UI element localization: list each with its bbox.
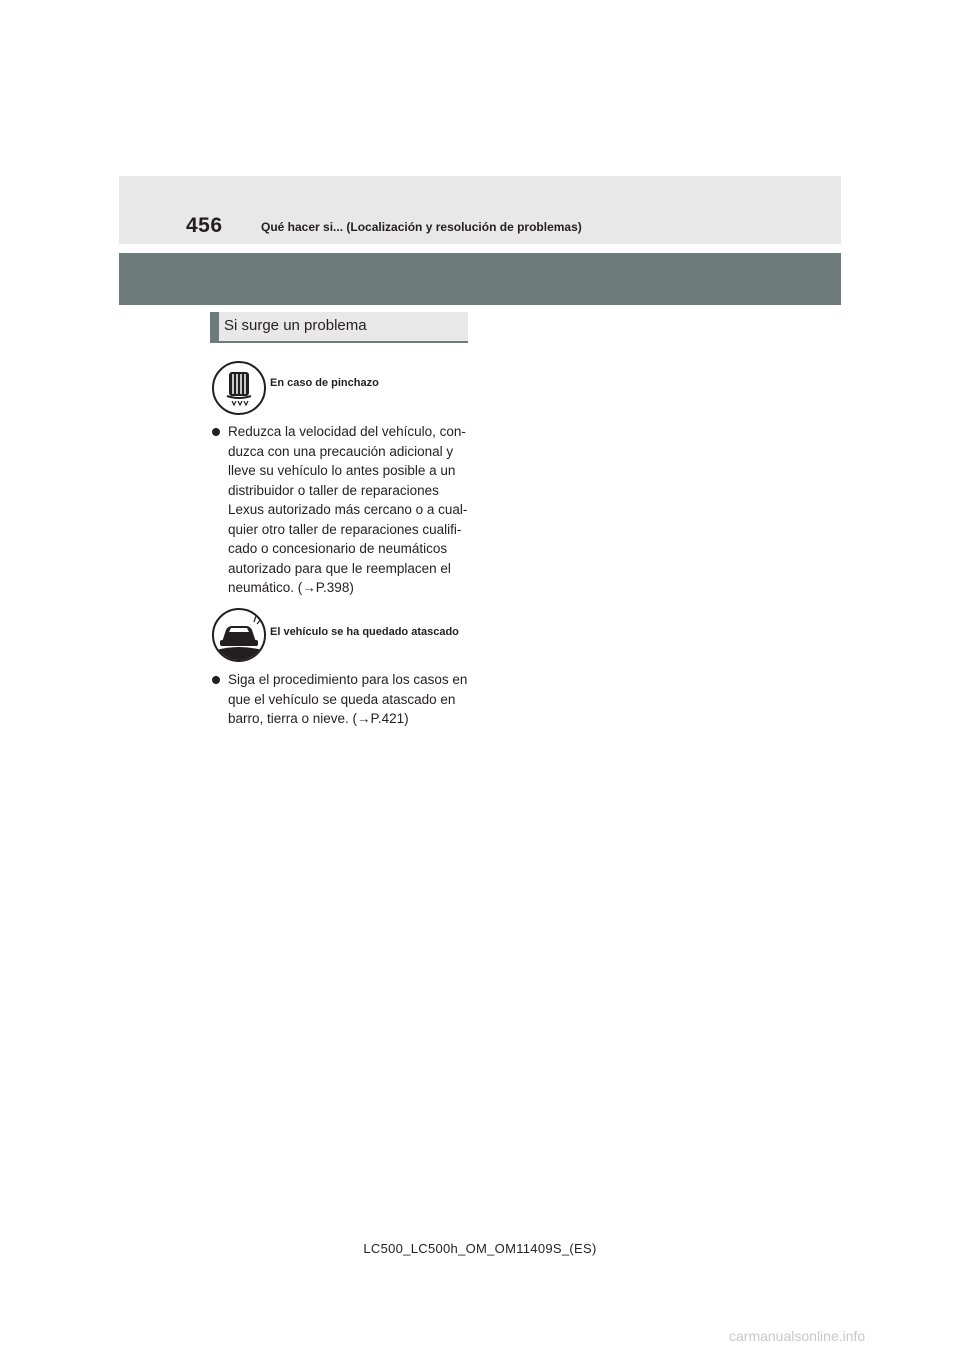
document-code: LC500_LC500h_OM_OM11409S_(ES) <box>363 1241 597 1256</box>
item-heading-stuck-vehicle: El vehículo se ha quedado atascado <box>270 626 459 638</box>
chapter-band <box>119 253 841 305</box>
bullet-icon <box>212 676 220 684</box>
section-title: Si surge un problema <box>224 317 367 334</box>
stuck-vehicle-icon <box>212 608 266 662</box>
section-header <box>210 312 468 343</box>
chapter-title: Qué hacer si... (Localización y resolución de problemas) <box>261 220 582 234</box>
page-number: 456 <box>186 214 223 237</box>
item-heading-flat-tire: En caso de pinchazo <box>270 377 379 389</box>
flat-tire-icon <box>212 361 266 415</box>
bullet-icon <box>212 428 220 436</box>
list-item-text: Siga el procedimiento para los casos en que el vehículo se queda atascado en barro, tierra o nieve. (→P.421) <box>228 672 468 726</box>
section-accent-bar <box>210 312 219 341</box>
watermark: carmanualsonline.info <box>729 1328 866 1344</box>
list-item-text: Reduzca la velocidad del vehículo, con- duzca con una precaución adicional y lleve su vehículo lo antes posible a un distribuidor o taller de reparaciones Lexus autorizado más cercano o a cual- quier otro taller de reparaciones cualifi- cado o concesionario de neumáticos autorizado para que le reemplacen el neumático. (→P.398) <box>228 424 468 595</box>
